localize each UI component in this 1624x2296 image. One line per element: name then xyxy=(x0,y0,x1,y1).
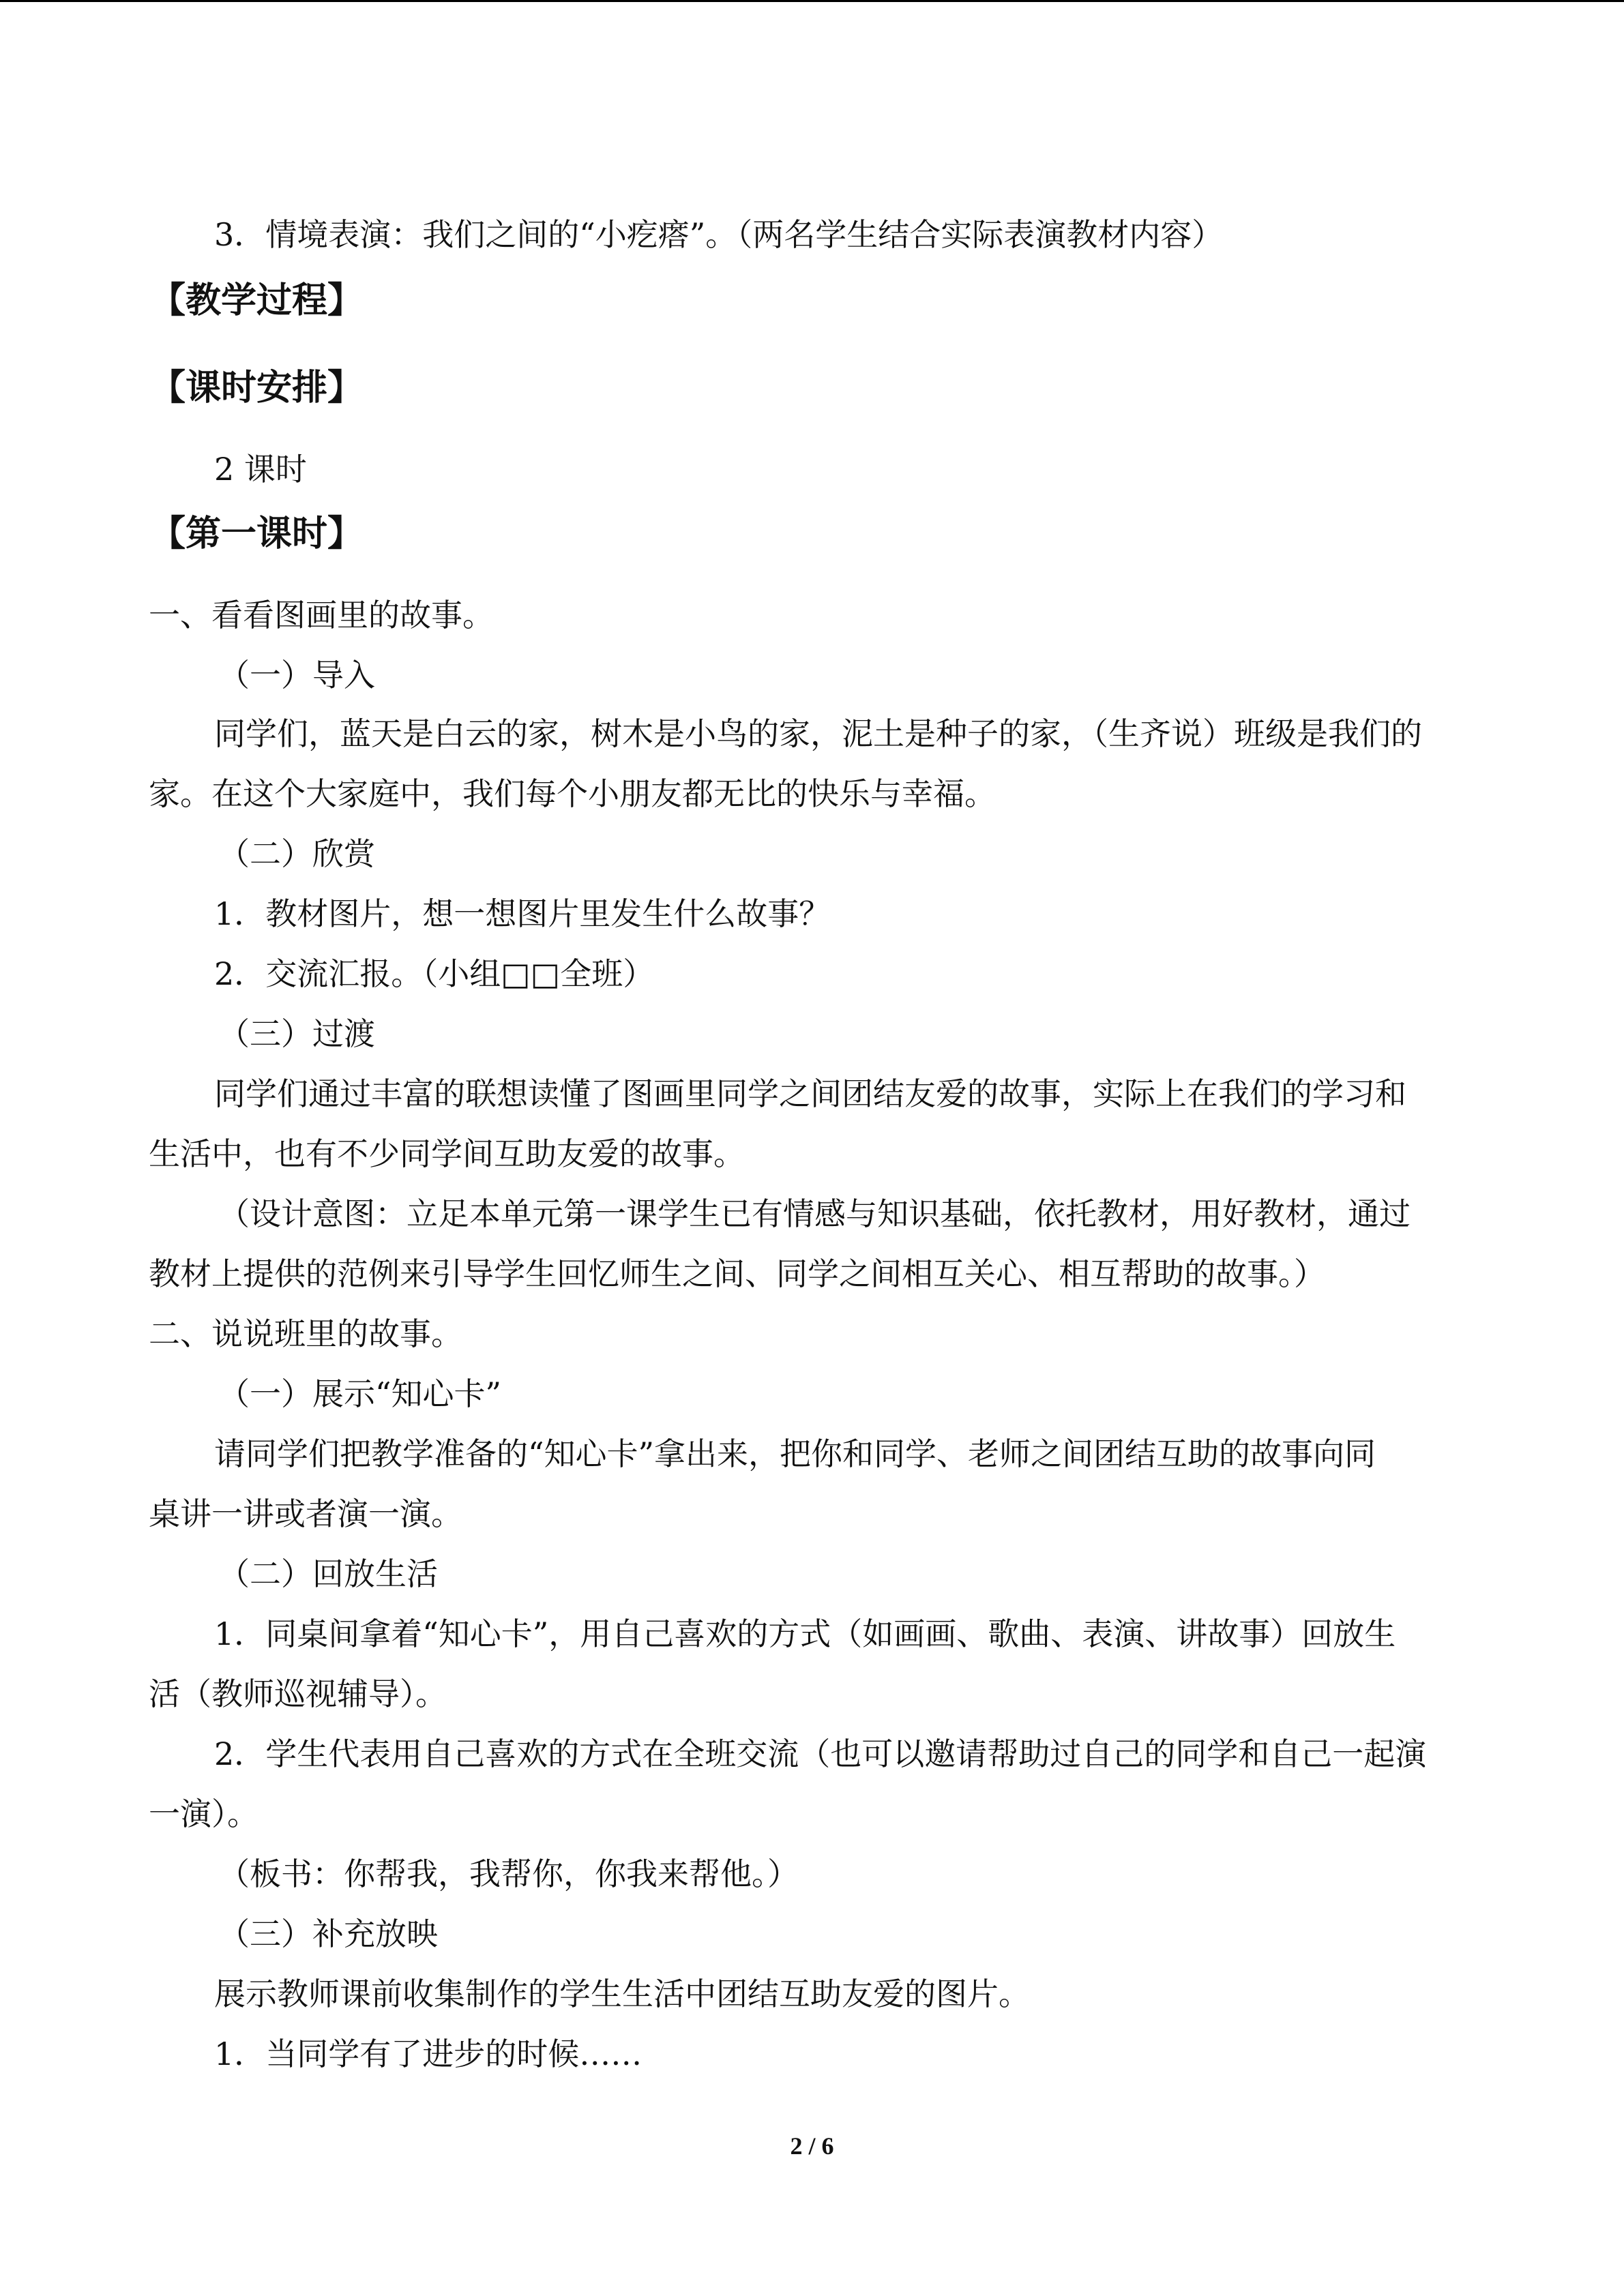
list-item: 1．同桌间拿着“知心卡”，用自己喜欢的方式（如画画、歌曲、表演、讲故事）回放生 xyxy=(214,1615,1396,1652)
paragraph-line: 展示教师课前收集制作的学生生活中团结互助友爱的图片。 xyxy=(214,1976,1030,2012)
list-item: 2．交流汇报。（小组□□全班） xyxy=(214,955,655,992)
heading-teaching-process: 【教学过程】 xyxy=(150,280,364,321)
subsection-transition: （三）过渡 xyxy=(218,1015,375,1052)
design-intent-line: 教材上提供的范例来引导学生回忆师生之间、同学之间相互关心、相互帮助的故事。） xyxy=(149,1255,1325,1292)
top-border-rule xyxy=(0,0,1624,2)
page-number: 2 / 6 xyxy=(790,2132,834,2160)
list-item: 1．当同学有了进步的时候…… xyxy=(214,2036,643,2072)
list-item-continued: 活（教师巡视辅导）。 xyxy=(149,1675,447,1712)
paragraph-line: 同学们，蓝天是白云的家，树木是小鸟的家，泥土是种子的家，（生齐说）班级是我们的 xyxy=(214,715,1422,752)
heading-first-lesson: 【第一课时】 xyxy=(150,513,364,554)
heading-schedule: 【课时安排】 xyxy=(150,368,364,408)
section-one-title: 一、看看图画里的故事。 xyxy=(149,597,494,633)
schedule-hours: 2 课时 xyxy=(214,451,307,488)
section-two-title: 二、说说班里的故事。 xyxy=(149,1315,462,1352)
board-note: （板书：你帮我，我帮你，你我来帮他。） xyxy=(218,1855,799,1892)
design-intent-line: （设计意图：立足本单元第一课学生已有情感与知识基础，依托教材，用好教材，通过 xyxy=(218,1195,1411,1232)
list-item: 2．学生代表用自己喜欢的方式在全班交流（也可以邀请帮助过自己的同学和自己一起演 xyxy=(214,1735,1427,1772)
subsection-show-card: （一）展示“知心卡” xyxy=(218,1375,502,1412)
subsection-intro: （一）导入 xyxy=(218,657,375,694)
list-item: 1．教材图片，想一想图片里发生什么故事？ xyxy=(214,895,831,932)
paragraph-line: 桌讲一讲或者演一演。 xyxy=(149,1495,462,1532)
subsection-supplement: （三）补充放映 xyxy=(218,1915,438,1952)
list-item-continued: 一演）。 xyxy=(149,1795,259,1832)
subsection-replay-life: （二）回放生活 xyxy=(218,1555,438,1592)
paragraph-line: 生活中，也有不少同学间互助友爱的故事。 xyxy=(149,1135,745,1172)
paragraph-line: 同学们通过丰富的联想读懂了图画里同学之间团结友爱的故事，实际上在我们的学习和 xyxy=(214,1075,1406,1112)
paragraph-line: 请同学们把教学准备的“知心卡”拿出来，把你和同学、老师之间团结互助的故事向同 xyxy=(214,1435,1376,1472)
activity-item-3: 3．情境表演：我们之间的“小疙瘩”。（两名学生结合实际表演教材内容） xyxy=(214,216,1224,253)
subsection-appreciate: （二）欣赏 xyxy=(218,835,375,872)
paragraph-line: 家。在这个大家庭中，我们每个小朋友都无比的快乐与幸福。 xyxy=(149,775,996,812)
